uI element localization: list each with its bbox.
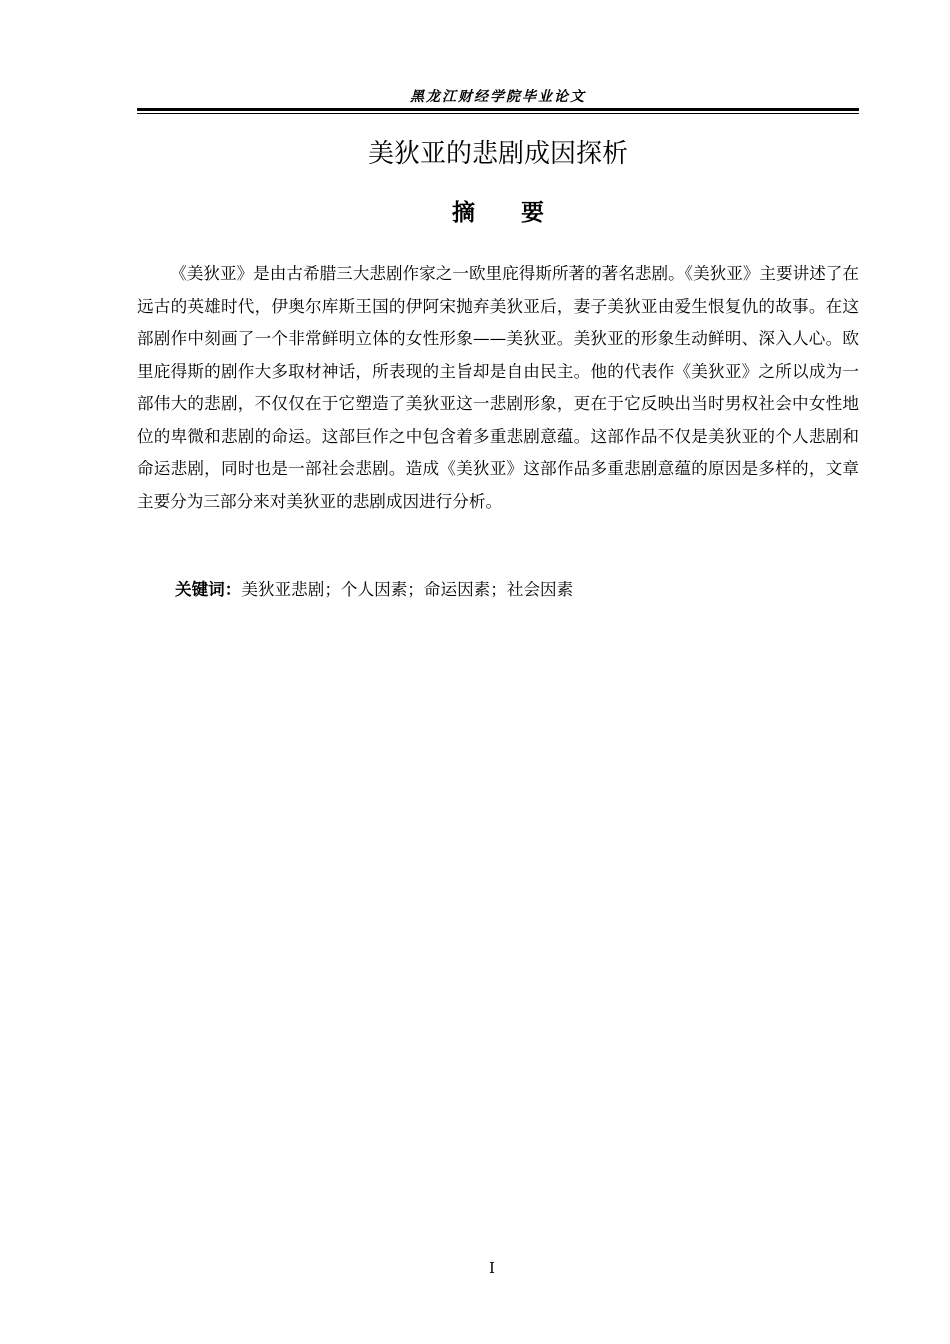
keywords-line	[175, 574, 859, 606]
paper-title: 美狄亚的悲剧成因探析	[367, 139, 628, 169]
running-header: 黑龙江财经学院毕业论文	[410, 89, 586, 105]
keywords-label: 关键词：	[175, 580, 242, 599]
header-rule-thick	[137, 108, 859, 111]
header-rule-thin	[137, 113, 859, 114]
abstract-body: 《美狄亚》是由古希腊三大悲剧作家之一欧里庇得斯所著的著名悲剧。《美狄亚》主要讲述了在远古的英雄时代，伊奥尔库斯王国的伊阿宋抛弃美狄亚后，妻子美狄亚由爱生恨复仇的故事。在这部剧作中刻画了一个非常鲜明立体的女性形象——美狄亚。美狄亚的形象生动鲜明、深入人心。欧里庇得斯的剧作大多取材神话，所表现的主旨却是自由民主。他的代表作《美狄亚》之所以成为一部伟大的悲剧，不仅仅在于它塑造了美狄亚这一悲剧形象，更在于它反映出当时男权社会中女性地位的卑微和悲剧的命运。这部巨作之中包含着多重悲剧意蕴。这部作品不仅是美狄亚的个人悲剧和命运悲剧，同时也是一部社会悲剧。造成《美狄亚》这部作品多重悲剧意蕴的原因是多样的，文章主要分为三部分来对美狄亚的悲剧成因进行分析。	[137, 264, 859, 511]
keywords-text: 美狄亚悲剧；个人因素；命运因素；社会因素	[241, 580, 574, 599]
abstract-heading: 摘 要	[452, 200, 544, 226]
page-number: I	[489, 1259, 495, 1277]
